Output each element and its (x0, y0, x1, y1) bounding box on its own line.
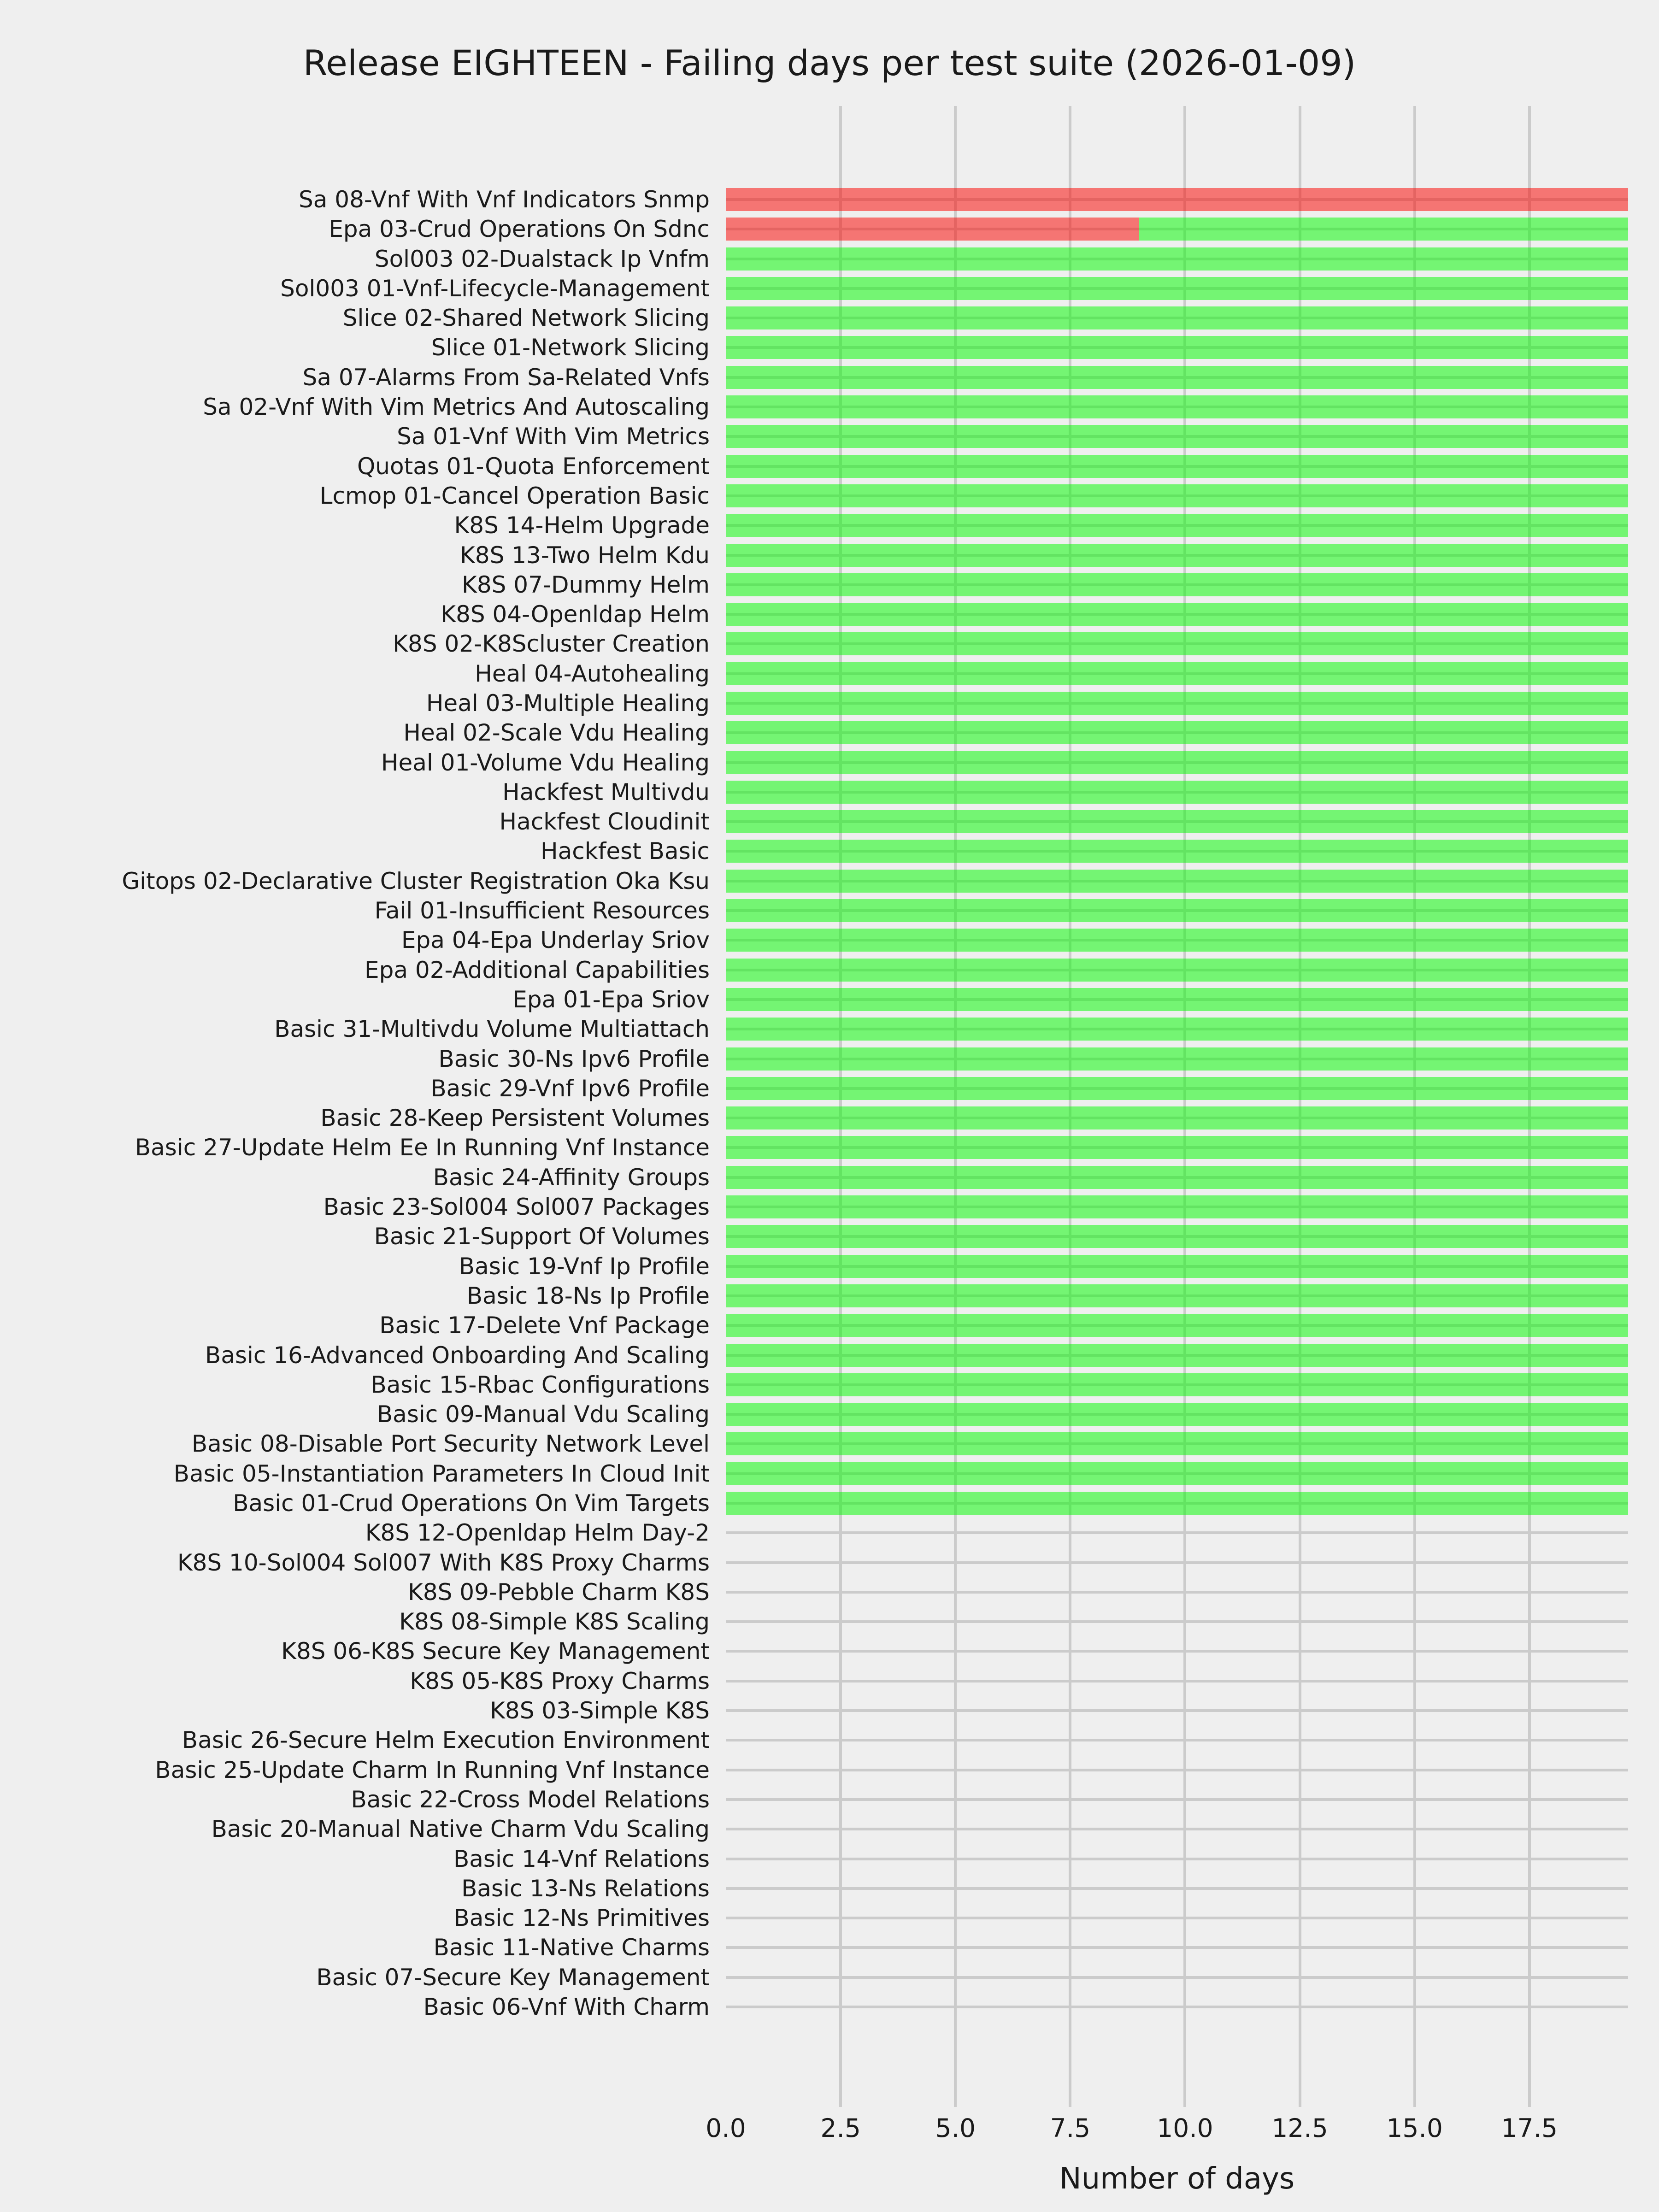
passing-bar-segment (726, 662, 1628, 685)
passing-bar-segment (726, 929, 1628, 952)
y-tick-label: K8S 05-K8S Proxy Charms (410, 1667, 710, 1694)
passing-bar-segment (726, 1373, 1628, 1396)
passing-bar-segment (726, 455, 1628, 478)
h-gridline (726, 1887, 1628, 1890)
y-tick-label: Epa 03-Crud Operations On Sdnc (329, 216, 710, 243)
h-gridline (726, 1650, 1628, 1653)
y-tick-label: Basic 27-Update Helm Ee In Running Vnf Instance (135, 1134, 710, 1161)
passing-bar-segment (726, 1077, 1628, 1100)
h-gridline (726, 1531, 1628, 1534)
passing-bar-segment (726, 721, 1628, 744)
y-tick-label: Basic 30-Ns Ipv6 Profile (438, 1045, 710, 1072)
h-gridline (726, 1620, 1628, 1623)
y-tick-label: Basic 08-Disable Port Security Network Level (191, 1430, 710, 1458)
x-tick-label: 0.0 (706, 2113, 746, 2143)
y-tick-label: Sa 02-Vnf With Vim Metrics And Autoscaling (203, 394, 710, 421)
h-gridline (726, 2006, 1628, 2008)
passing-bar-segment (726, 603, 1628, 626)
h-gridline (726, 1680, 1628, 1683)
y-tick-label: Quotas 01-Quota Enforcement (357, 453, 710, 480)
passing-bar-segment (726, 1106, 1628, 1130)
h-gridline (726, 1739, 1628, 1741)
y-tick-label: Sa 01-Vnf With Vim Metrics (397, 423, 710, 450)
passing-bar-segment (726, 544, 1628, 567)
y-tick-label: Heal 04-Autohealing (475, 660, 710, 687)
y-tick-label: Slice 01-Network Slicing (431, 334, 710, 361)
passing-bar-segment (726, 366, 1628, 389)
failing-bar-segment (726, 188, 1628, 211)
y-tick-label: Basic 29-Vnf Ipv6 Profile (430, 1075, 710, 1102)
y-tick-label: Basic 16-Advanced Onboarding And Scaling (205, 1341, 710, 1369)
passing-bar-segment (726, 1047, 1628, 1071)
y-tick-label: Sa 08-Vnf With Vnf Indicators Snmp (299, 186, 710, 213)
y-tick-label: K8S 02-K8Scluster Creation (393, 630, 710, 658)
x-tick-label: 10.0 (1157, 2113, 1213, 2143)
passing-bar-segment (726, 1432, 1628, 1455)
y-tick-label: Heal 03-Multiple Healing (426, 690, 710, 717)
y-tick-label: K8S 07-Dummy Helm (462, 571, 710, 598)
y-tick-label: Basic 20-Manual Native Charm Vdu Scaling (211, 1816, 710, 1843)
passing-bar-segment (726, 959, 1628, 982)
h-gridline (726, 1858, 1628, 1860)
y-tick-label: Lcmop 01-Cancel Operation Basic (319, 482, 710, 509)
chart-title: Release EIGHTEEN - Failing days per test suite (2026-01-09) (303, 42, 1356, 83)
passing-bar-segment (726, 988, 1628, 1011)
y-tick-label: Basic 28-Keep Persistent Volumes (320, 1105, 710, 1132)
y-tick-label: Slice 02-Shared Network Slicing (342, 305, 710, 332)
y-tick-label: Basic 09-Manual Vdu Scaling (377, 1401, 710, 1428)
y-tick-label: Fail 01-Insufficient Resources (374, 897, 710, 924)
y-tick-label: Basic 26-Secure Helm Execution Environment (182, 1727, 710, 1754)
failing-bar-segment (726, 218, 1139, 241)
x-tick-label: 5.0 (935, 2113, 976, 2143)
passing-bar-segment (726, 425, 1628, 448)
h-gridline (726, 1917, 1628, 1919)
y-tick-label: K8S 13-Two Helm Kdu (459, 541, 710, 569)
y-tick-label: Basic 07-Secure Key Management (316, 1964, 710, 1991)
x-axis-label: Number of days (1059, 2162, 1295, 2196)
passing-bar-segment (726, 1403, 1628, 1426)
passing-bar-segment (726, 692, 1628, 715)
y-tick-label: Sol003 02-Dualstack Ip Vnfm (374, 245, 710, 272)
y-tick-label: K8S 12-Openldap Helm Day-2 (365, 1519, 710, 1547)
passing-bar-segment (726, 1255, 1628, 1278)
passing-bar-segment (726, 1284, 1628, 1307)
x-tick-label: 12.5 (1271, 2113, 1328, 2143)
passing-bar-segment (726, 870, 1628, 893)
y-tick-label: Hackfest Basic (541, 838, 710, 865)
y-tick-label: Heal 02-Scale Vdu Healing (403, 719, 710, 747)
y-tick-label: Basic 12-Ns Primitives (453, 1905, 710, 1932)
y-tick-label: Sol003 01-Vnf-Lifecycle-Management (280, 275, 710, 302)
x-tick-label: 15.0 (1386, 2113, 1443, 2143)
y-tick-label: Basic 24-Affinity Groups (433, 1164, 710, 1191)
passing-bar-segment (726, 514, 1628, 537)
y-tick-label: Basic 25-Update Charm In Running Vnf Instance (155, 1756, 710, 1783)
y-tick-label: K8S 06-K8S Secure Key Management (281, 1638, 710, 1665)
h-gridline (726, 1976, 1628, 1979)
x-tick-label: 7.5 (1050, 2113, 1091, 2143)
y-tick-label: K8S 10-Sol004 Sol007 With K8S Proxy Charms (177, 1549, 710, 1576)
passing-bar-segment (726, 1462, 1628, 1485)
passing-bar-segment (726, 484, 1628, 507)
passing-bar-segment (726, 810, 1628, 833)
passing-bar-segment (726, 1195, 1628, 1218)
y-tick-label: Basic 14-Vnf Relations (453, 1845, 710, 1872)
passing-bar-segment (726, 632, 1628, 655)
passing-bar-segment (726, 1492, 1628, 1515)
y-tick-label: Basic 31-Multivdu Volume Multiattach (274, 1016, 710, 1043)
passing-bar-segment (726, 395, 1628, 418)
passing-bar-segment (726, 1136, 1628, 1159)
h-gridline (726, 1769, 1628, 1771)
y-tick-label: Hackfest Multivdu (502, 778, 710, 806)
y-tick-label: Basic 05-Instantiation Parameters In Cloud Init (173, 1460, 710, 1487)
y-tick-label: Heal 01-Volume Vdu Healing (381, 749, 710, 776)
y-tick-label: K8S 08-Simple K8S Scaling (399, 1608, 710, 1635)
y-tick-label: K8S 03-Simple K8S (490, 1697, 710, 1724)
h-gridline (726, 1798, 1628, 1801)
y-tick-label: Basic 22-Cross Model Relations (351, 1786, 710, 1813)
x-tick-label: 17.5 (1501, 2113, 1558, 2143)
passing-bar-segment (726, 1225, 1628, 1248)
passing-bar-segment (726, 277, 1628, 300)
h-gridline (726, 1709, 1628, 1712)
y-tick-label: Basic 21-Support Of Volumes (374, 1223, 710, 1250)
h-gridline (726, 1946, 1628, 1949)
passing-bar-segment (726, 573, 1628, 596)
passing-bar-segment (726, 1344, 1628, 1367)
y-tick-label: Epa 01-Epa Sriov (512, 986, 710, 1013)
x-tick-label: 2.5 (820, 2113, 861, 2143)
y-tick-label: K8S 09-Pebble Charm K8S (408, 1578, 710, 1606)
passing-bar-segment (726, 1166, 1628, 1189)
y-tick-label: Basic 06-Vnf With Charm (423, 1994, 710, 2020)
h-gridline (726, 1561, 1628, 1564)
y-tick-label: Sa 07-Alarms From Sa-Related Vnfs (302, 364, 710, 391)
y-tick-label: Basic 18-Ns Ip Profile (466, 1282, 710, 1309)
y-tick-label: Basic 17-Delete Vnf Package (379, 1312, 710, 1339)
passing-bar-segment (726, 306, 1628, 329)
passing-bar-segment (726, 840, 1628, 863)
y-tick-label: Basic 13-Ns Relations (461, 1875, 710, 1902)
passing-bar-segment (726, 781, 1628, 804)
y-tick-label: Epa 02-Additional Capabilities (365, 956, 710, 983)
passing-bar-segment (726, 1018, 1628, 1041)
passing-bar-segment (726, 336, 1628, 359)
y-tick-label: Hackfest Cloudinit (499, 808, 710, 835)
y-tick-label: Basic 15-Rbac Configurations (371, 1371, 710, 1398)
passing-bar-segment (1139, 218, 1628, 241)
passing-bar-segment (726, 751, 1628, 774)
y-tick-label: Basic 01-Crud Operations On Vim Targets (233, 1489, 710, 1517)
y-tick-label: Basic 19-Vnf Ip Profile (459, 1253, 710, 1280)
h-gridline (726, 1591, 1628, 1594)
passing-bar-segment (726, 1314, 1628, 1337)
y-tick-label: K8S 04-Openldap Helm (441, 601, 710, 628)
y-tick-label: K8S 14-Helm Upgrade (454, 512, 710, 539)
y-tick-label: Epa 04-Epa Underlay Sriov (401, 927, 710, 954)
h-gridline (726, 1828, 1628, 1830)
passing-bar-segment (726, 899, 1628, 922)
y-tick-label: Gitops 02-Declarative Cluster Registration Oka Ksu (122, 867, 710, 894)
y-tick-label: Basic 11-Native Charms (433, 1934, 710, 1961)
passing-bar-segment (726, 247, 1628, 271)
y-tick-label: Basic 23-Sol004 Sol007 Packages (323, 1194, 710, 1221)
